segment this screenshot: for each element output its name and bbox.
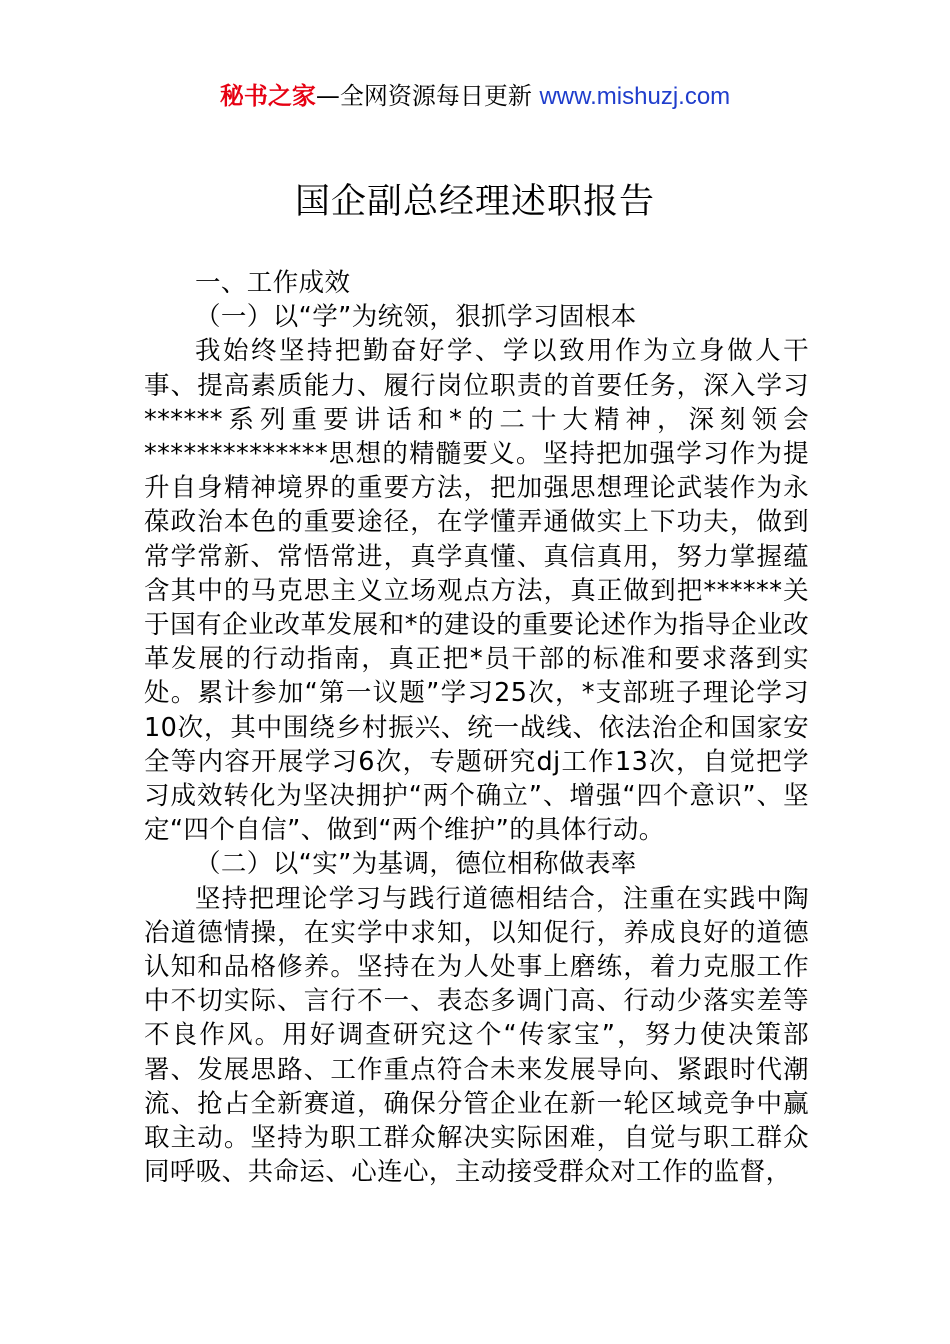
site-brand: 秘书之家 (219, 82, 316, 110)
subsection-heading: （一）以“学”为统领，狠抓学习固根本 (195, 302, 637, 333)
site-header (0, 78, 950, 115)
subsection-heading: （二）以“实”为基调，德位相称做表率 (195, 849, 637, 880)
document-title: 国企副总经理述职报告 (294, 182, 655, 222)
site-url-link[interactable]: www.mishuzj.com (539, 83, 731, 110)
body-paragraph: 我始终坚持把勤奋好学、学以致用作为立身做人干事、提高素质能力、履行岗位职责的首要任务，深入学习******系列重要讲话和*的二十大精神，深刻领会**************思想的精髓要义。坚持把加强学习作为提升自身精神境界的重要方法，把加强思想理论武装作为永葆政治本色的重要途径，在学懂弄通做实上下功夫，做到常学常新、常悟常进，真学真懂、真信真用，努力掌握蕴含其中的马克思主义立场观点方法，真正做到把******关于国有企业改革发展和*的建设的重要论述作为指导企业改革发展的行动指南，真正把*员干部的标准和要求落到实处。累计参加“第一议题”学习25次，*支部班子理论学习10次，其中围绕乡村振兴、统一战线、依法治企和国家安全等内容开展学习6次，专题研究dj工作13次，自觉把学习成效转化为坚决拥护“两个确立”、增强“四个意识”、坚定“四个自信”、做到“两个维护”的具体行动。 (144, 336, 809, 846)
document-body (144, 266, 809, 1189)
site-tagline: —全网资源每日更新 (315, 82, 532, 110)
body-paragraph: 坚持把理论学习与践行道德相结合，注重在实践中陶冶道德情操，在实学中求知，以知促行，养成良好的道德认知和品格修养。坚持在为人处事上磨练，着力克服工作中不切实际、言行不一、表态多调门高、行动少落实差等不良作风。用好调查研究这个“传家宝”，努力使决策部署、发展思路、工作重点符合未来发展导向、紧跟时代潮流、抢占全新赛道，确保分管企业在新一轮区域竞争中赢取主动。坚持为职工群众解决实际困难，自觉与职工群众同呼吸、共命运、心连心，主动接受群众对工作的监督， (144, 883, 809, 1188)
section-heading: 一、工作成效 (195, 268, 351, 298)
